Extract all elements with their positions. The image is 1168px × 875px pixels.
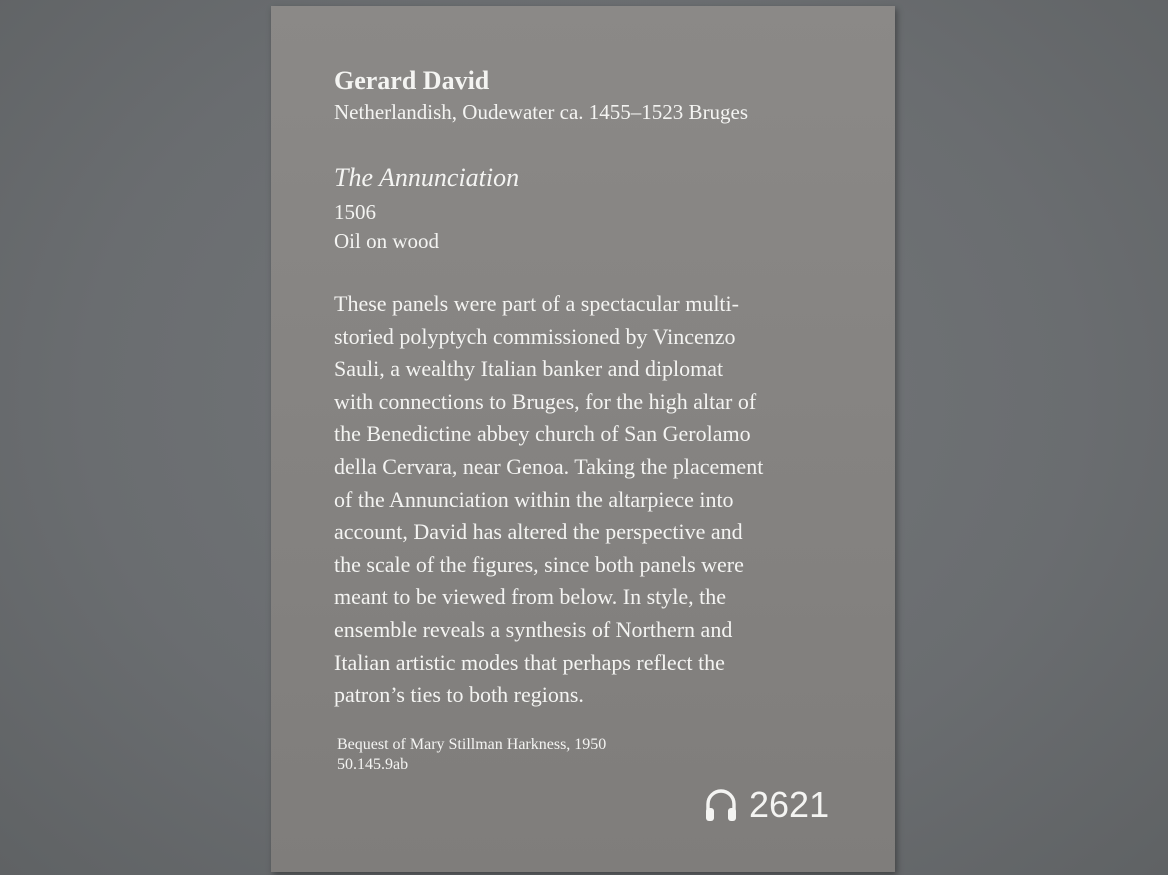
museum-wall-label <box>271 6 895 872</box>
description-line: ensemble reveals a synthesis of Northern and <box>334 616 733 642</box>
description-line: Sauli, a wealthy Italian banker and diplomat <box>334 356 724 382</box>
description-line: account, David has altered the perspective and <box>334 519 743 545</box>
artist-bio: Netherlandish, Oudewater ca. 1455–1523 Bruges <box>334 100 749 124</box>
accession-number: 50.145.9ab <box>337 756 409 773</box>
credit-line: Bequest of Mary Stillman Harkness, 1950 <box>337 736 607 753</box>
artwork-date: 1506 <box>334 200 376 224</box>
description-line: the scale of the figures, since both panels were <box>334 551 744 577</box>
audio-guide <box>703 786 829 824</box>
artwork-medium: Oil on wood <box>334 229 439 253</box>
description-line: della Cervara, near Genoa. Taking the placement <box>334 453 764 479</box>
description-line: of the Annunciation within the altarpiece into <box>334 486 734 512</box>
description-line: These panels were part of a spectacular multi- <box>334 291 739 316</box>
audio-guide-number: 2621 <box>749 784 830 825</box>
description-line: patron’s ties to both regions. <box>334 682 584 708</box>
description-line: Italian artistic modes that perhaps reflect the <box>334 649 725 675</box>
headphones-icon <box>703 786 739 824</box>
description-line: storied polyptych commissioned by Vincenzo <box>334 323 736 349</box>
artist-name: Gerard David <box>334 66 490 95</box>
description-text <box>334 288 763 712</box>
description-line: meant to be viewed from below. In style, the <box>334 584 727 610</box>
description-line: the Benedictine abbey church of San Gerolamo <box>334 421 751 447</box>
artwork-title: The Annunciation <box>334 163 520 192</box>
description-line: with connections to Bruges, for the high altar of <box>334 388 757 414</box>
